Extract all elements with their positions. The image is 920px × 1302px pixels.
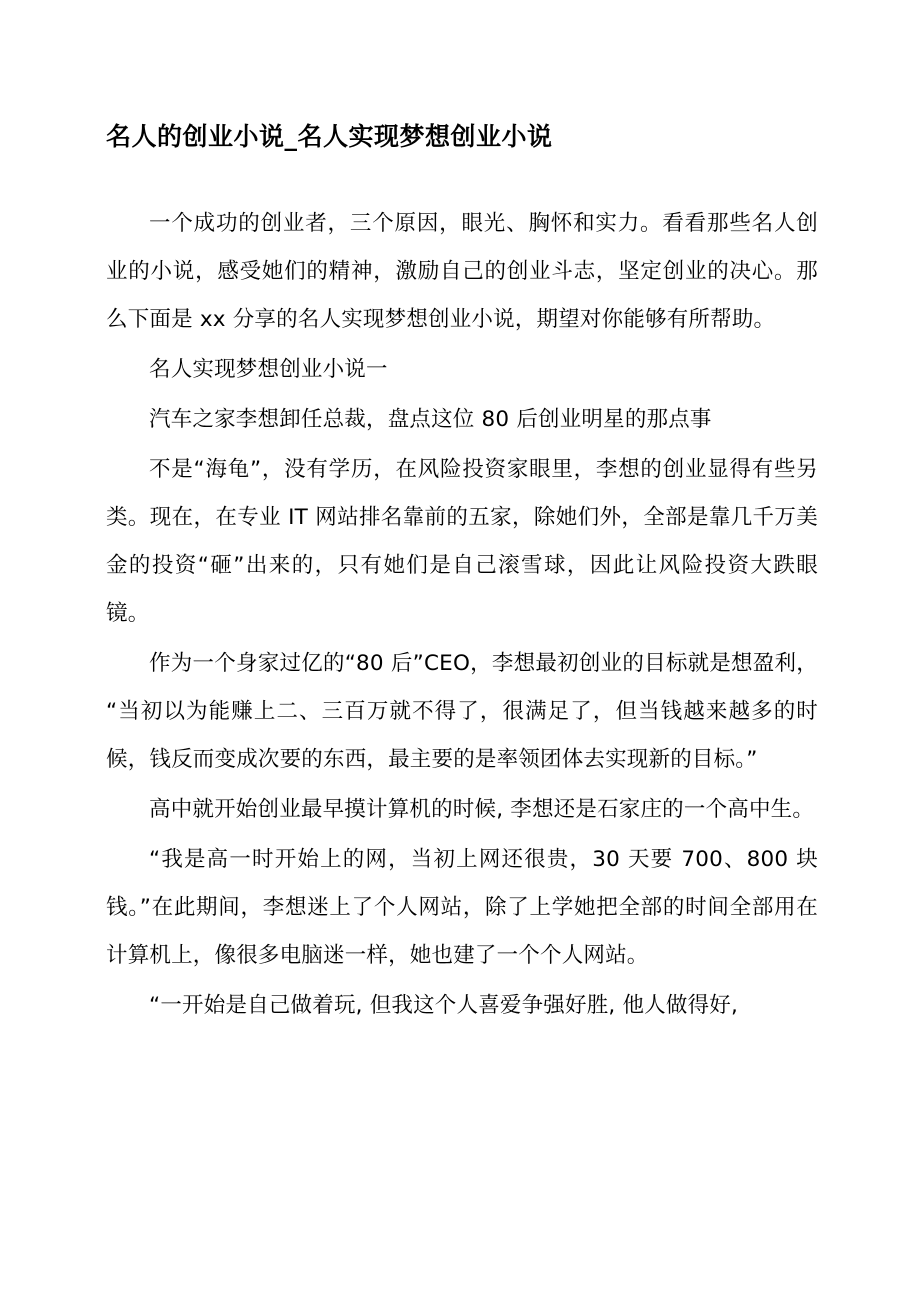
page-title: 名人的创业小说_名人实现梦想创业小说: [106, 122, 553, 151]
paragraph-7: “我是高一时开始上的网，当初上网还很贵，30 天要 700、800 块钱。”在此期间，李想迷上了个人网站，除了上学她把全部的时间全部用在计算机上，像很多电脑迷一样，她也建了一个个人网站。: [106, 847, 818, 968]
paragraph-6: 高中就开始创业最早摸计算机的时候, 李想还是石家庄的一个高中生。: [149, 797, 815, 822]
paragraph-3: 汽车之家李想卸任总裁，盘点这位 80 后创业明星的那点事: [149, 407, 712, 432]
paragraph-4: 不是“海龟”，没有学历，在风险投资家眼里，李想的创业显得有些另类。现在，在专业 IT 网站排名靠前的五家，除她们外，全部是靠几千万美金的投资“砸”出来的，只有她们是自己滚雪球，因此让风险投资大跌眼镜。: [106, 457, 818, 626]
paragraph-2: 名人实现梦想创业小说一: [149, 357, 388, 382]
paragraph-1: 一个成功的创业者，三个原因，眼光、胸怀和实力。看看那些名人创业的小说，感受她们的精神，激励自己的创业斗志，坚定创业的决心。那么下面是 xx 分享的名人实现梦想创业小说，期望对你能够有所帮助。: [106, 211, 818, 332]
paragraph-5: 作为一个身家过亿的“80 后”CEO，李想最初创业的目标就是想盈利，“当初以为能赚上二、三百万就不得了，很满足了，但当钱越来越多的时候，钱反而变成次要的东西，最主要的是率领团体去实现新的目标。”: [106, 651, 818, 772]
paragraph-8: “一开始是自己做着玩, 但我这个人喜爱争强好胜, 他人做得好,: [149, 993, 739, 1018]
document-body: [106, 118, 818, 1032]
